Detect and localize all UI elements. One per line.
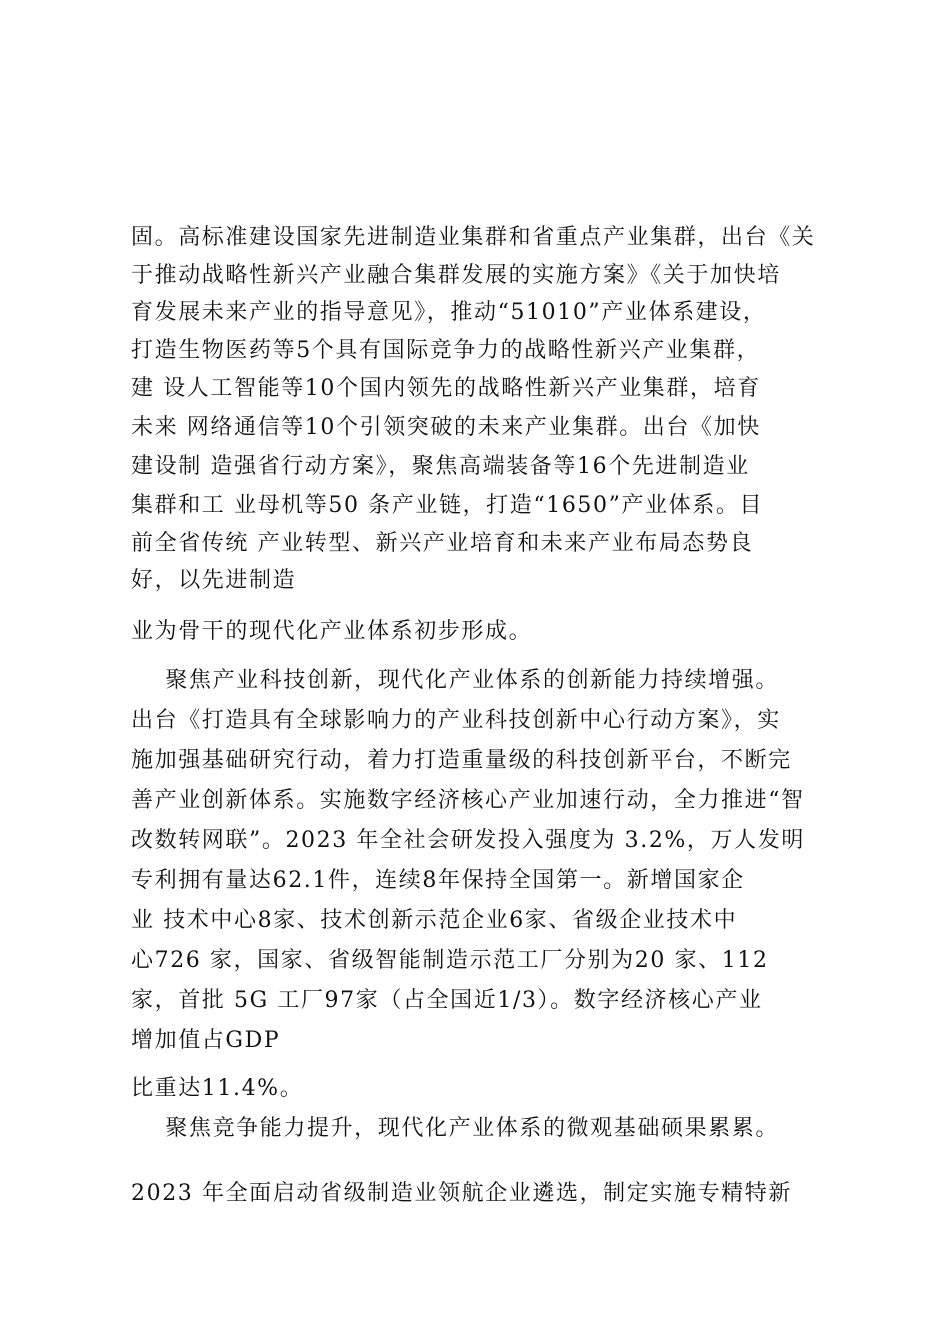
text-line: 增加值占GDP bbox=[131, 1028, 281, 1053]
text-line: 家，首批 5G 工厂97家（占全国近1/3）。数字经济核心产业 bbox=[131, 988, 763, 1013]
text-line: 集群和工 业母机等50 条产业链，打造“1650”产业体系。目 bbox=[131, 493, 764, 518]
text-line: 2023 年全面启动省级制造业领航企业遴选，制定实施专精特新 bbox=[131, 1181, 792, 1206]
text-line: 善产业创新体系。实施数字经济核心产业加速行动，全力推进“智 bbox=[131, 788, 805, 813]
text-line: 改数转网联”。2023 年全社会研发投入强度为 3.2%，万人发明 bbox=[131, 828, 805, 853]
text-line: 出台《打造具有全球影响力的产业科技创新中心行动方案》，实 bbox=[131, 708, 781, 733]
text-line: 聚焦竞争能力提升，现代化产业体系的微观基础硕果累累。 bbox=[131, 1116, 779, 1141]
text-line: 打造生物医药等5个具有国际竞争力的战略性新兴产业集群， bbox=[131, 338, 761, 363]
text-line: 业为骨干的现代化产业体系初步形成。 bbox=[131, 619, 533, 644]
text-line: 专利拥有量达62.1件，连续8年保持全国第一。新增国家企 bbox=[131, 868, 745, 893]
text-line: 业 技术中心8家、技术创新示范企业6家、省级企业技术中 bbox=[131, 908, 738, 933]
text-line: 固。高标准建设国家先进制造业集群和省重点产业集群，出台《关 bbox=[131, 225, 816, 250]
text-line: 施加强基础研究行动，着力打造重量级的科技创新平台，不断完 bbox=[131, 748, 792, 773]
text-line: 聚焦产业科技创新，现代化产业体系的创新能力持续增强。 bbox=[131, 668, 779, 693]
text-line: 比重达11.4%。 bbox=[131, 1076, 304, 1101]
text-line: 育发展未来产业的指导意见》，推动“51010”产业体系建设， bbox=[131, 300, 767, 325]
text-line: 建设制 造强省行动方案》，聚焦高端装备等16个先进制造业 bbox=[131, 454, 750, 479]
text-line: 好，以先进制造 bbox=[131, 568, 297, 593]
text-line: 未来 网络通信等10个引领突破的未来产业集群。出台《加快 bbox=[131, 415, 761, 440]
text-line: 心726 家，国家、省级智能制造示范工厂分别为20 家、112 bbox=[131, 948, 769, 973]
text-line: 于推动战略性新兴产业融合集群发展的实施方案》《关于加快培 bbox=[131, 263, 781, 288]
text-line: 建 设人工智能等10个国内领先的战略性新兴产业集群，培育 bbox=[131, 376, 761, 401]
text-line: 前全省传统 产业转型、新兴产业培育和未来产业布局态势良 bbox=[131, 531, 754, 556]
